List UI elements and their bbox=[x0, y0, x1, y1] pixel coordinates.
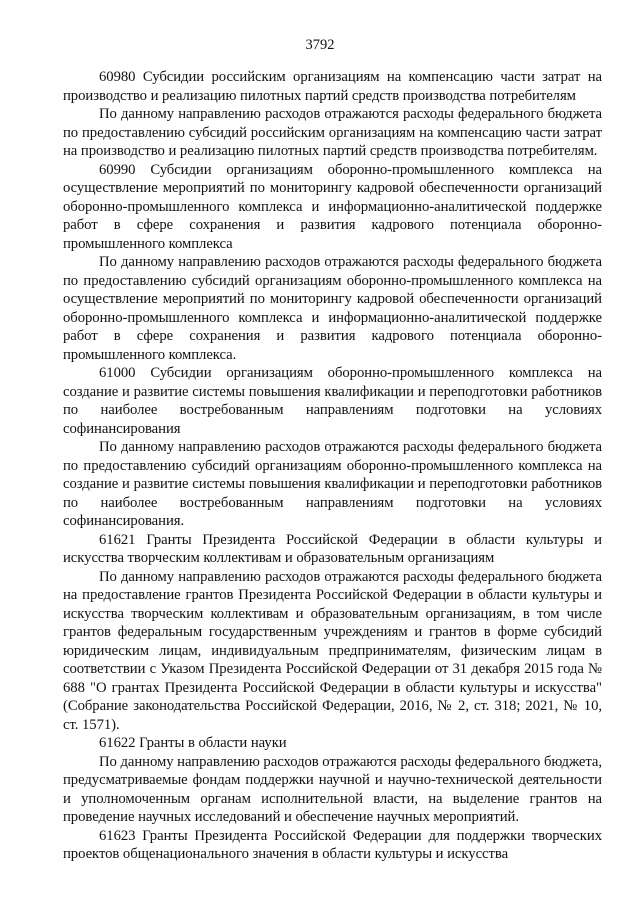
paragraph: По данному направлению расходов отражаются расходы федерального бюджета по предоставлению субсидий российским организациям на компенсацию части затрат на производство и реализацию пилотных партий средств производства потребителям. bbox=[63, 106, 602, 159]
paragraph: 61000 Субсидии организациям оборонно-промышленного комплекса на создание и развитие системы повышения квалификации и переподготовки работников по наиболее востребованным направлениям подготовки на условиях софинансирования bbox=[63, 365, 602, 437]
paragraph: 61623 Гранты Президента Российской Федерации для поддержки творческих проектов общенационального значения в области культуры и искусства bbox=[63, 827, 602, 862]
paragraph: 60980 Субсидии российским организациям на компенсацию части затрат на производство и реализацию пилотных партий средств производства потребителям bbox=[63, 69, 602, 104]
paragraph: 61621 Гранты Президента Российской Федерации в области культуры и искусства творческим коллективам и образовательным организациям bbox=[63, 531, 602, 566]
paragraph: По данному направлению расходов отражаются расходы федерального бюджета на предоставление грантов Президента Российской Федерации в области культуры и искусства творческим коллективам и образовательным организациям, в том числе грантов федеральным государственным учреждениям и грантов в форме субсидий юридическим лицам, индивидуальным предпринимателям, физическим лицам в соответствии с Указом Президента Российской Федерации от 31 декабря 2015 года № 688 "О грантах Президента Российской Федерации в области культуры и искусства" (Собрание законодательства Российской Федерации, 2016, № 2, ст. 318; 2021, № 10, ст. 1571). bbox=[63, 568, 602, 733]
paragraph: 61622 Гранты в области науки bbox=[99, 735, 287, 751]
paragraph: 60990 Субсидии организациям оборонно-промышленного комплекса на осуществление мероприятий по мониторингу кадровой обеспеченности организаций оборонно-промышленного комплекса и информационно-аналитической поддержке работ в сфере сохранения и развития кадрового потенциала оборонно-промышленного комплекса bbox=[63, 161, 602, 252]
page-number: 3792 bbox=[305, 37, 335, 53]
paragraph: По данному направлению расходов отражаются расходы федерального бюджета по предоставлению субсидий организациям оборонно-промышленного комплекса на создание и развитие системы повышения квалификации и переподготовки работников по наиболее востребованным направлениям подготовки на условиях софинансирования. bbox=[63, 439, 602, 529]
document-body bbox=[63, 68, 602, 864]
paragraph: По данному направлению расходов отражаются расходы федерального бюджета по предоставлению субсидий организациям оборонно-промышленного комплекса на осуществление мероприятий по мониторингу кадровой обеспеченности организаций оборонно-промышленного комплекса и информационно-аналитической поддержке работ в сфере сохранения и развития кадрового потенциала оборонно-промышленного комплекса. bbox=[63, 254, 602, 363]
paragraph: По данному направлению расходов отражаются расходы федерального бюджета, предусматриваемые фондам поддержки научной и научно-технической деятельности и уполномоченным органам исполнительной власти, на выделение грантов на проведение научных исследований и обеспечение научных мероприятий. bbox=[63, 753, 602, 825]
